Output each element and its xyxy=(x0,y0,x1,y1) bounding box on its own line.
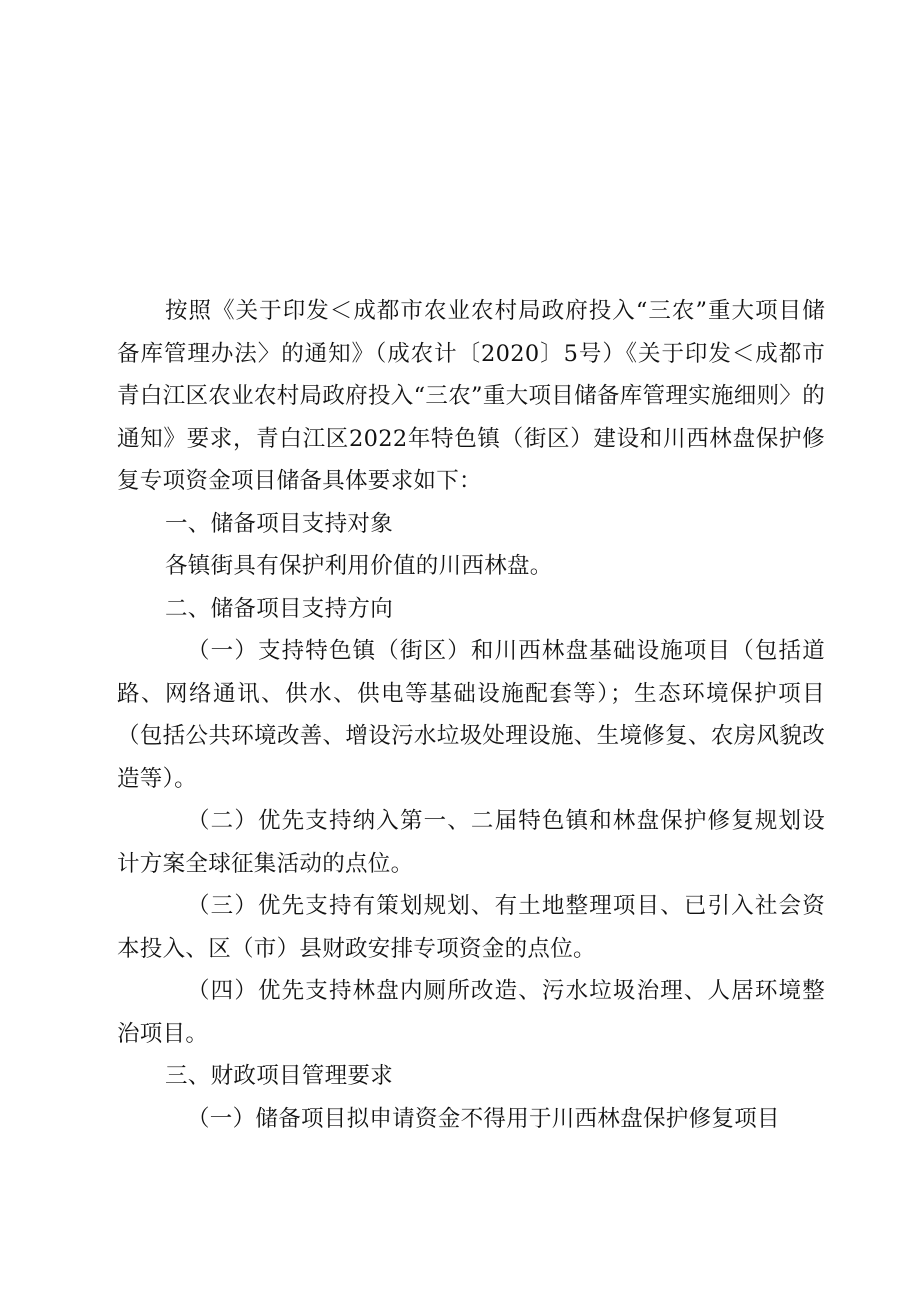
section-2-item-2: （二）优先支持纳入第一、二届特色镇和林盘保护修复规划设计方案全球征集活动的点位。 xyxy=(117,808,825,877)
section-2-heading: 二、储备项目支持方向 xyxy=(165,595,394,622)
section-3-heading: 三、财政项目管理要求 xyxy=(165,1063,394,1089)
section-2-item-3: （三）优先支持有策划规划、有土地整理项目、已引入社会资本投入、区（市）县财政安排专项资金的点位。 xyxy=(117,893,825,962)
section-2-item-1: （一）支持特色镇（街区）和川西林盘基础设施项目（包括道路、网络通讯、供水、供电等基础设施配套等）；生态环境保护项目（包括公共环境改善、增设污水垃圾处理设施、生境修复、农房风貌改造等）。 xyxy=(117,638,825,792)
section-3-item-1: （一）储备项目拟申请资金不得用于川西林盘保护修复项目 xyxy=(187,1105,780,1132)
intro-paragraph: 按照《关于印发＜成都市农业农村局政府投入“三农”重大项目储备库管理办法〉的通知》（成农计〔2020〕5号）《关于印发＜成都市青白江区农业农村局政府投入“三农”重大项目储备库管理实施细则〉的通知》要求，青白江区2022年特色镇（街区）建设和川西林盘保护修复专项资金项目储备具体要求如下： xyxy=(117,298,825,494)
section-1-body: 各镇街具有保护利用价值的川西林盘。 xyxy=(165,553,553,579)
document-body xyxy=(117,290,825,1140)
section-1-heading: 一、储备项目支持对象 xyxy=(165,510,394,537)
section-2-item-4: （四）优先支持林盘内厕所改造、污水垃圾治理、人居环境整治项目。 xyxy=(117,978,825,1047)
